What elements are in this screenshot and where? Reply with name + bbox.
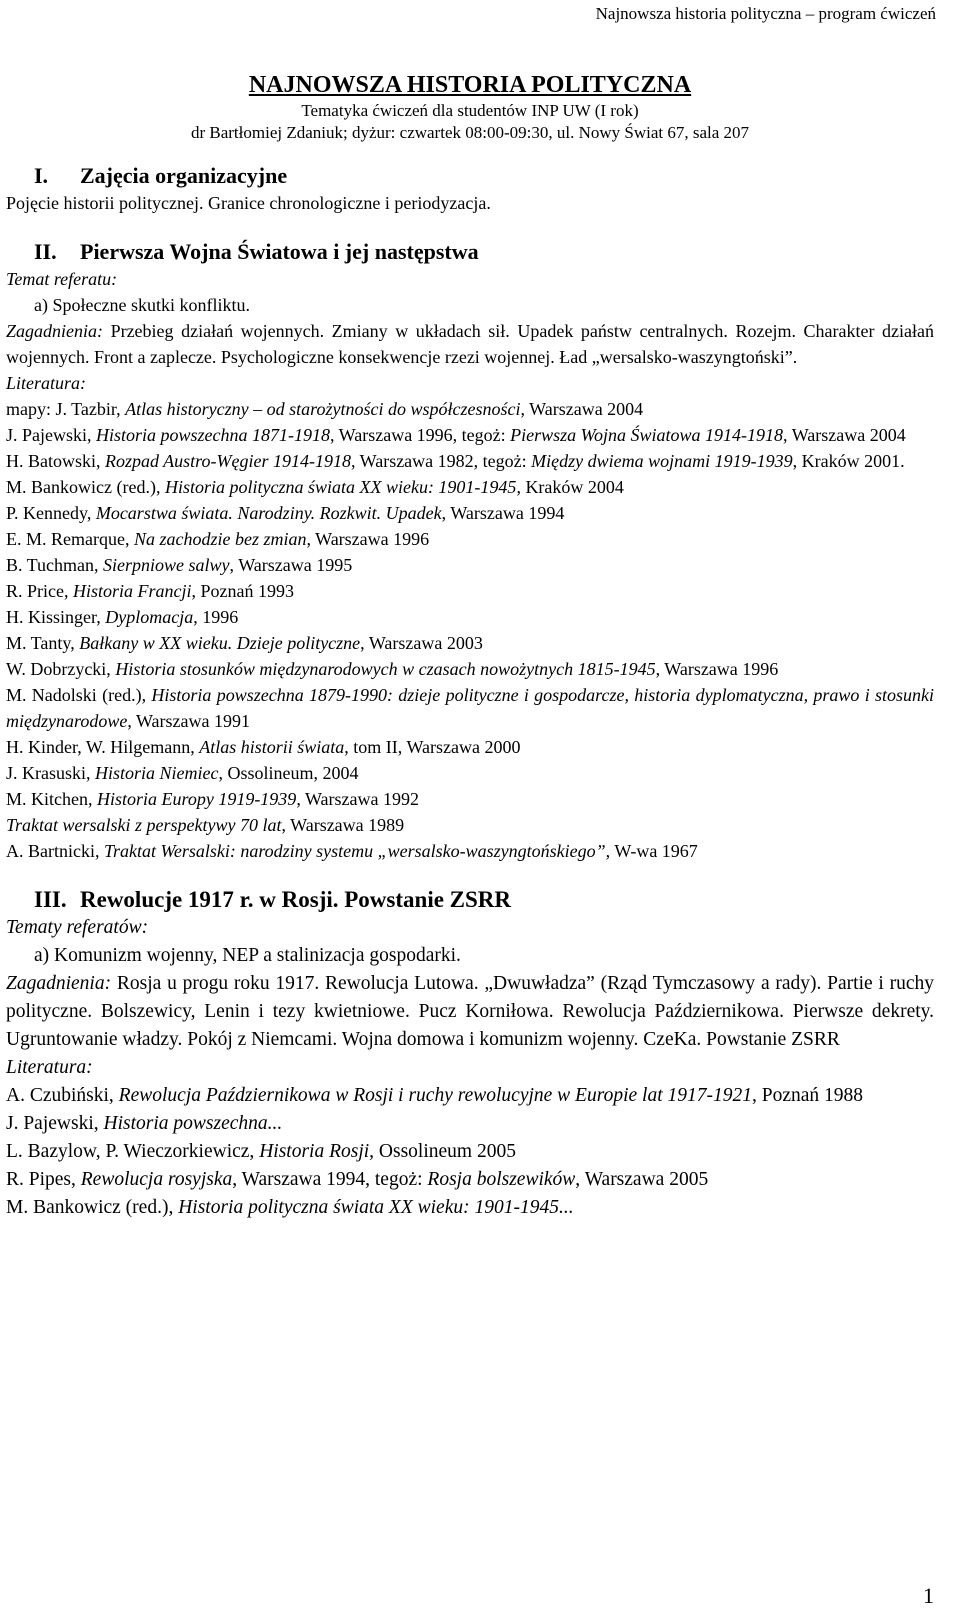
- literature-entry: [6, 630, 934, 656]
- literature-text: M. Bankowicz (red.),: [6, 1197, 179, 1218]
- literature-title: Historia stosunków międzynarodowych w czasach nowożytnych 1815-1945: [115, 659, 656, 679]
- literature-title: Między dwiema wojnami 1919-1939: [531, 451, 793, 471]
- literature-text: , Warszawa 1989: [281, 815, 405, 835]
- literature-title: Sierpniowe salwy: [103, 555, 230, 575]
- literature-entry: [6, 552, 934, 578]
- section-number: I.: [34, 163, 49, 188]
- literature-entry: [6, 656, 934, 682]
- literature-text: , Warszawa 2003: [360, 633, 483, 653]
- literature-entry: [6, 1166, 934, 1194]
- literature-entry: [6, 682, 934, 734]
- topic-item: a) Komunizm wojenny, NEP a stalinizacja gospodarki.: [34, 945, 461, 966]
- literature-entry: [6, 604, 934, 630]
- literature-text: , Warszawa 1991: [127, 711, 251, 731]
- literature-text: W. Dobrzycki,: [6, 659, 116, 679]
- literature-title: Dyplomacja: [105, 607, 194, 627]
- literature-text: mapy: J. Tazbir,: [6, 399, 126, 419]
- issues-label: Zagadnienia:: [6, 321, 103, 341]
- literature-entry: [6, 1082, 934, 1110]
- literature-title: Historia powszechna...: [103, 1113, 283, 1134]
- literature-text: E. M. Remarque,: [6, 529, 134, 549]
- literature-text: , Warszawa 1996: [306, 529, 430, 549]
- section-1: [6, 162, 934, 216]
- section-number: III.: [34, 887, 67, 912]
- literature-text: M. Kitchen,: [6, 789, 97, 809]
- section-heading: [6, 238, 934, 266]
- document-body: [6, 70, 934, 1244]
- literature-title: Traktat Wersalski: narodziny systemu „wersalsko-waszyngtońskiego”: [103, 841, 606, 861]
- literature-text: M. Bankowicz (red.),: [6, 477, 165, 497]
- literature-title: Traktat wersalski z perspektywy 70 lat: [6, 815, 282, 835]
- literature-entry: [6, 734, 934, 760]
- literature-text: , Warszawa 1994, tegoż:: [232, 1169, 428, 1190]
- literature-text: Ossolineum 2005: [374, 1141, 516, 1162]
- issues-label: Zagadnienia:: [6, 973, 112, 994]
- literature-text: B. Tuchman,: [6, 555, 104, 575]
- instructor-info: dr Bartłomiej Zdaniuk; dyżur: czwartek 08:00-09:30, ul. Nowy Świat 67, sala 207: [190, 123, 750, 142]
- literature-entry: [6, 448, 934, 474]
- literature-title: Historia polityczna świata XX wieku: 1901-1945: [164, 477, 517, 497]
- topic-item: a) Społeczne skutki konfliktu.: [34, 295, 250, 315]
- literature-title: Historia powszechna 1879-1990: dzieje polityczne i gospodarcze, historia dyplomatyczna, prawo i stosunki międzynarodowe: [6, 685, 934, 731]
- literature-text: A. Czubiński,: [6, 1085, 119, 1106]
- literature-entry: [6, 838, 934, 864]
- literature-text: M. Nadolski (red.),: [6, 685, 152, 705]
- literature-text: , Warszawa 2004: [520, 399, 644, 419]
- literature-text: , Warszawa 1994: [441, 503, 565, 523]
- section-title: Zajęcia organizacyjne: [80, 163, 288, 188]
- literature-entry: [6, 1194, 934, 1222]
- literature-text: H. Kissinger,: [6, 607, 106, 627]
- literature-title: Rosja bolszewików: [427, 1169, 576, 1190]
- title-block: [6, 70, 934, 144]
- literature-text: M. Tanty,: [6, 633, 80, 653]
- literature-entry: [6, 786, 934, 812]
- running-header: Najnowsza historia polityczna – program ćwiczeń: [595, 4, 936, 23]
- literature-entry: [6, 422, 934, 448]
- section-body: Pojęcie historii politycznej. Granice chronologiczne i periodyzacja.: [6, 193, 491, 213]
- literature-label: Literatura:: [6, 373, 87, 393]
- literature-text: , W-wa 1967: [605, 841, 698, 861]
- literature-title: Pierwsza Wojna Światowa 1914-1918: [510, 425, 784, 445]
- literature-text: H. Kinder, W. Hilgemann,: [6, 737, 200, 757]
- literature-text: J. Pajewski,: [6, 1113, 104, 1134]
- literature-text: , Warszawa 1992: [296, 789, 419, 809]
- issues-paragraph: [6, 318, 934, 370]
- literature-entry: [6, 396, 934, 422]
- section-heading: [6, 162, 934, 190]
- literature-text: P. Kennedy,: [6, 503, 96, 523]
- literature-text: , Warszawa 2004: [783, 425, 906, 445]
- literature-title: Historia powszechna 1871-1918: [96, 425, 330, 445]
- literature-text: , Warszawa 2005: [575, 1169, 709, 1190]
- literature-entry: [6, 578, 934, 604]
- issues-paragraph: [6, 970, 934, 1054]
- literature-title: Historia Rosji,: [259, 1141, 375, 1162]
- literature-title: Atlas historii świata: [199, 737, 345, 757]
- document-title: NAJNOWSZA HISTORIA POLITYCZNA: [248, 72, 692, 98]
- literature-entry: [6, 1138, 934, 1166]
- section-title: Pierwsza Wojna Światowa i jej następstwa: [80, 239, 479, 264]
- literature-text: L. Bazylow, P. Wieczorkiewicz,: [6, 1141, 260, 1162]
- literature-entry: [6, 500, 934, 526]
- literature-text: J. Pajewski,: [6, 425, 96, 445]
- literature-text: , Poznań 1993: [191, 581, 295, 601]
- literature-text: R. Pipes,: [6, 1169, 81, 1190]
- issues-text: Rosja u progu roku 1917. Rewolucja Lutowa. „Dwuwładza” (Rząd Tymczasowy a rady). Partie i ruchy polityczne. Bolszewicy, Lenin i tezy kwietniowe. Pucz Korniłowa. Rewolucja Październikowa. Pierwsze dekrety. Ugruntowanie władzy. Pokój z Niemcami. Wojna domowa i komunizm wojenny. CzeKa. Powstanie ZSRR: [6, 973, 935, 1050]
- literature-text: , 1996: [193, 607, 239, 627]
- literature-text: R. Price,: [6, 581, 73, 601]
- literature-text: A. Bartnicki,: [6, 841, 104, 861]
- literature-list: [6, 1082, 934, 1222]
- literature-entry: [6, 1110, 934, 1138]
- literature-entry: [6, 760, 934, 786]
- literature-title: Rozpad Austro-Węgier 1914-1918: [105, 451, 351, 471]
- literature-entry: [6, 526, 934, 552]
- literature-title: Historia Europy 1919-1939: [96, 789, 297, 809]
- section-number: II.: [34, 239, 57, 264]
- literature-title: Historia polityczna świata XX wieku: 1901-1945...: [178, 1197, 574, 1218]
- section-heading: [6, 886, 934, 914]
- topic-label: Temat referatu:: [6, 269, 118, 289]
- literature-text: J. Krasuski,: [6, 763, 95, 783]
- literature-title: Rewolucja rosyjska: [80, 1169, 233, 1190]
- literature-text: , Ossolineum, 2004: [218, 763, 359, 783]
- literature-title: Atlas historyczny – od starożytności do współczesności: [125, 399, 521, 419]
- literature-list: [6, 396, 934, 864]
- literature-title: Historia Niemiec: [95, 763, 219, 783]
- document-subtitle: Tematyka ćwiczeń dla studentów INP UW (I rok): [301, 101, 639, 120]
- literature-title: Rewolucja Październikowa w Rosji i ruchy rewolucyjne w Europie lat 1917-1921: [118, 1085, 752, 1106]
- literature-title: Bałkany w XX wieku. Dzieje polityczne: [79, 633, 361, 653]
- issues-text: Przebieg działań wojennych. Zmiany w układach sił. Upadek państw centralnych. Rozejm. Charakter działań wojennych. Front a zaplecze. Psychologiczne konsekwencje rzezi wojennej. Ład „wersalsko-waszyngtoński”.: [6, 321, 934, 367]
- section-title: Rewolucje 1917 r. w Rosji. Powstanie ZSRR: [80, 887, 512, 912]
- literature-text: H. Batowski,: [6, 451, 105, 471]
- literature-entry: [6, 474, 934, 500]
- literature-text: , Poznań 1988: [751, 1085, 864, 1106]
- literature-title: Na zachodzie bez zmian: [133, 529, 307, 549]
- section-2: [6, 238, 934, 864]
- literature-title: Mocarstwa świata. Narodziny. Rozkwit. Upadek: [95, 503, 442, 523]
- literature-text: , Warszawa 1982, tegoż:: [350, 451, 532, 471]
- page-number: 1: [923, 1583, 934, 1608]
- literature-entry: [6, 812, 934, 838]
- topic-label: Tematy referatów:: [6, 917, 149, 938]
- literature-text: , Kraków 2001.: [792, 451, 905, 471]
- literature-text: , Warszawa 1996, tegoż:: [330, 425, 511, 445]
- literature-title: Historia Francji: [73, 581, 192, 601]
- literature-text: , Kraków 2004: [516, 477, 624, 497]
- literature-label: Literatura:: [6, 1057, 93, 1078]
- literature-text: , tom II, Warszawa 2000: [344, 737, 521, 757]
- literature-text: , Warszawa 1996: [655, 659, 779, 679]
- section-3: [6, 886, 934, 1222]
- literature-text: , Warszawa 1995: [229, 555, 353, 575]
